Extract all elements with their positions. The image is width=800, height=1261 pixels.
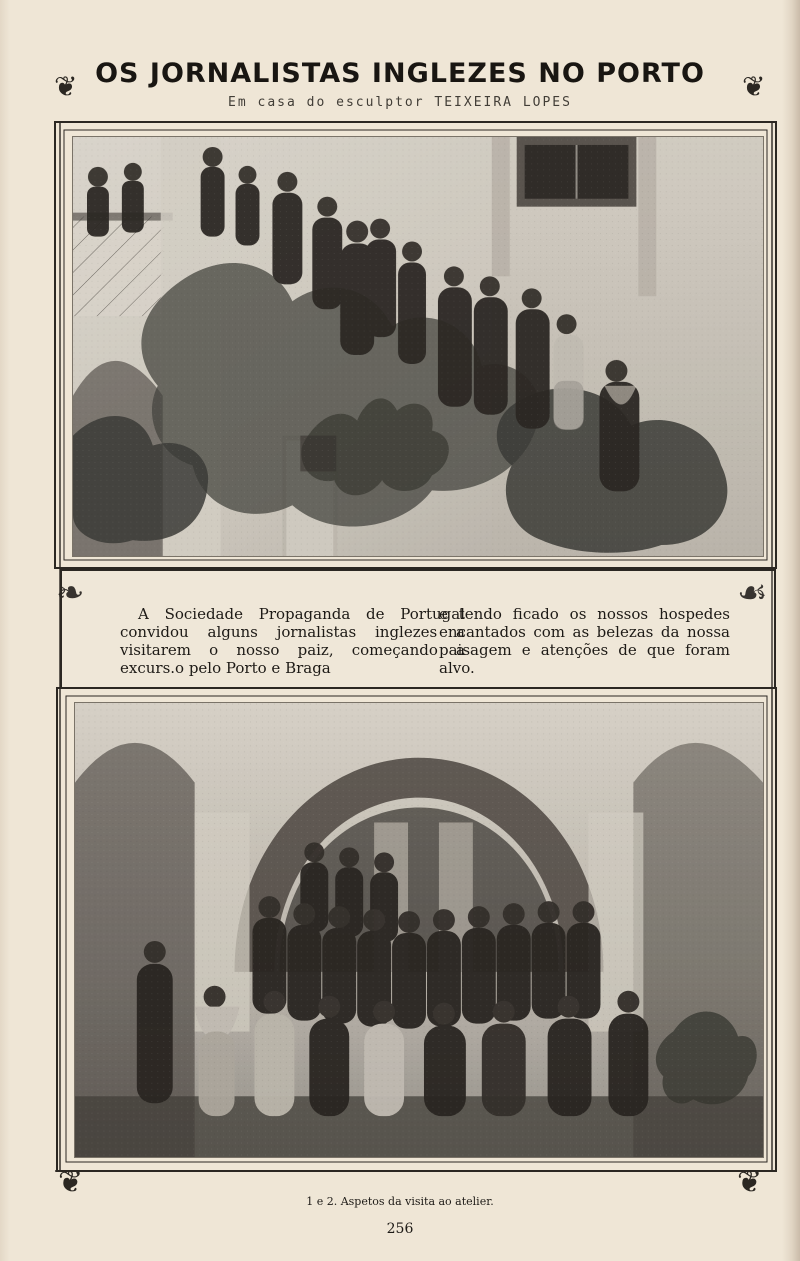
ornament-bottom-right-icon: ❦ — [737, 1165, 763, 1200]
ornament-top-right-icon: ❦ — [742, 70, 766, 103]
photo-top — [72, 136, 764, 557]
article-left-text: A Sociedade Propaganda de Portugal convidou alguns jornalistas inglezes a visitarem o nosso paiz, começando a excurs.o pelo Porto e Braga — [120, 605, 465, 677]
figure-caption: 1 e 2. Aspetos da visita ao atelier. — [306, 1195, 494, 1208]
photo-top-illustration — [73, 137, 763, 556]
page-title: OS JORNALISTAS INGLEZES NO PORTO — [95, 58, 705, 89]
article-right-text: e tendo ficado os nossos hospedes encantados com as belezas da nossa paisagem e atenções de que foram alvo. — [439, 605, 730, 677]
ornament-mid-left-icon: ❧ — [56, 573, 85, 613]
photo-bottom-illustration — [75, 703, 763, 1157]
ornament-bottom-left-icon: ❦ — [58, 1165, 84, 1200]
ornament-top-left-icon: ❦ — [54, 70, 78, 103]
page-number: 256 — [386, 1221, 414, 1237]
page-subtitle: Em casa do esculptor TEIXEIRA LOPES — [228, 95, 572, 110]
ornament-mid-right-icon: ☙ — [737, 573, 768, 613]
photo-bottom — [74, 702, 764, 1158]
page-edge-left — [0, 0, 10, 1261]
page-edge-right — [782, 0, 800, 1261]
article-caption-box — [60, 569, 776, 689]
